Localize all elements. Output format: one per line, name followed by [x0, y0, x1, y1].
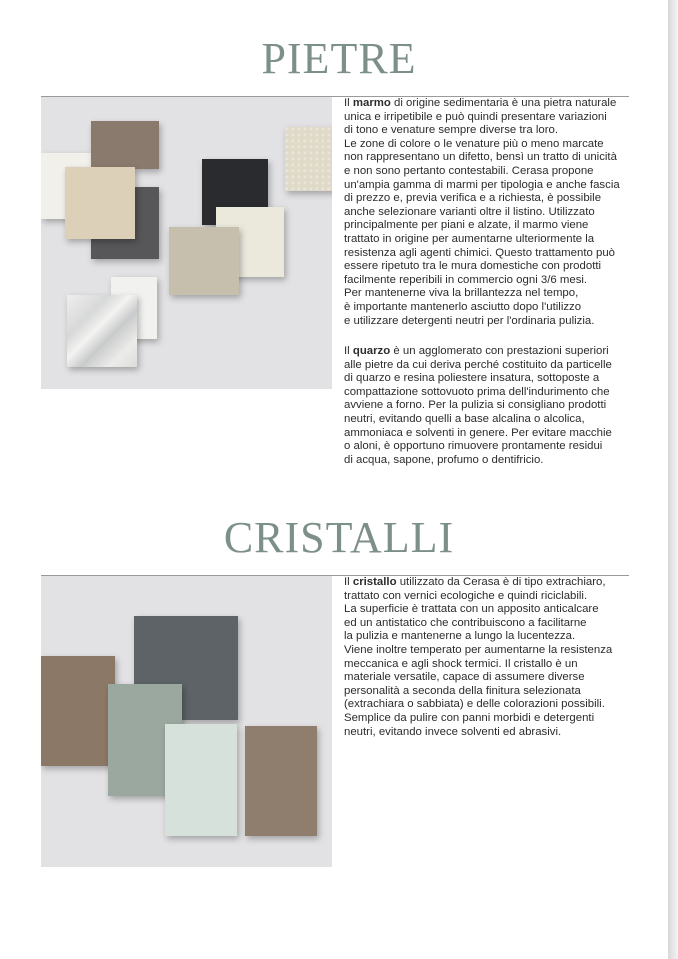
sample-taupe-glass-tile [245, 726, 317, 836]
stone-samples-photo [41, 97, 332, 389]
sample-speckled-cream-tile [285, 127, 332, 191]
cristallo-description [344, 576, 632, 739]
quarzo-description [344, 345, 632, 467]
cristallo-text: utilizzato da Cerasa è di tipo extrachiaro, trattato con vernici ecologiche e quindi riciclabili. La superficie è trattata con un apposito anticalcare ed un antistatico che contribuiscono a facilitarne la pulizia e mantenerne a lungo la lucentezza. Viene inoltre temperato per aumentarne la resistenza meccanica e agli shock termici. Il cristallo è un materiale versatile, capace di assumere diverse personalità a seconda della finitura selezionata (extrachiara o sabbiata) e delle colorazioni possibili. Semplice da pulire con panni morbidi e detergenti neutri, evitando invece solventi ed abrasivi. [344, 576, 613, 738]
marmo-text: di origine sedimentaria è una pietra naturale unica e irripetibile e può quindi presentare variazioni di tono e venature sempre diverse tra loro. Le zone di colore o le venature più o meno marcate non rappresentano un difetto, bensì un tratto di unicità e non sono pertanto contestabili. Cerasa propone un'ampia gamma di marmi per tipologia e anche fascia di prezzo e, previa verifica e a richiesta, è possibile anche selezionare varianti oltre il listino. Utilizzato principalmente per piani e alzate, il marmo viene trattato in origine per aumentarne ulteriormente la resistenza agli agenti chimici. Questo trattamento può essere ripetuto tra le mura domestiche con prodotti facilmente reperibili in commercio ogni 3/6 mesi. Per mantenerne viva la brillantezza nel tempo, è importante mantenerlo asciutto dopo l'utilizzo e utilizzare detergenti neutri per l'ordinaria pulizia. [344, 97, 620, 327]
marmo-prefix: Il [344, 97, 353, 109]
sample-bronze-glass-tile [41, 656, 115, 766]
quarzo-keyword: quarzo [352, 345, 391, 357]
sample-extraclear-glass-tile [165, 724, 237, 836]
glass-samples-photo [41, 576, 332, 867]
sample-beige-tile [65, 167, 135, 239]
section-title-pietre: PIETRE [261, 34, 417, 83]
sample-carrara-marble-tile [67, 295, 137, 367]
section-title-cristalli: CRISTALLI [223, 513, 455, 562]
marmo-keyword: marmo [352, 97, 391, 109]
cristallo-keyword: cristallo [352, 576, 397, 588]
sample-taupe-tile [91, 121, 159, 169]
sample-sand-quartz-tile [169, 227, 239, 295]
quarzo-prefix: Il [344, 345, 353, 357]
page-edge-shadow [668, 0, 678, 959]
marmo-description [344, 97, 632, 328]
cristallo-prefix: Il [344, 576, 353, 588]
quarzo-text: è un agglomerato con prestazioni superiori alle pietre da cui deriva perché costituito da particelle di quarzo e resina poliestere insatura, sottoposte a compattazione sottovuoto prima dell'indurimento che avviene a forno. Per la pulizia si consigliano prodotti neutri, evitando quelli a base alcalina o alcolica, ammoniaca e solventi in genere. Per evitare macchie o aloni, è opportuno rimuovere prontamente residui di acqua, sapone, profumo o dentifricio. [344, 345, 612, 466]
